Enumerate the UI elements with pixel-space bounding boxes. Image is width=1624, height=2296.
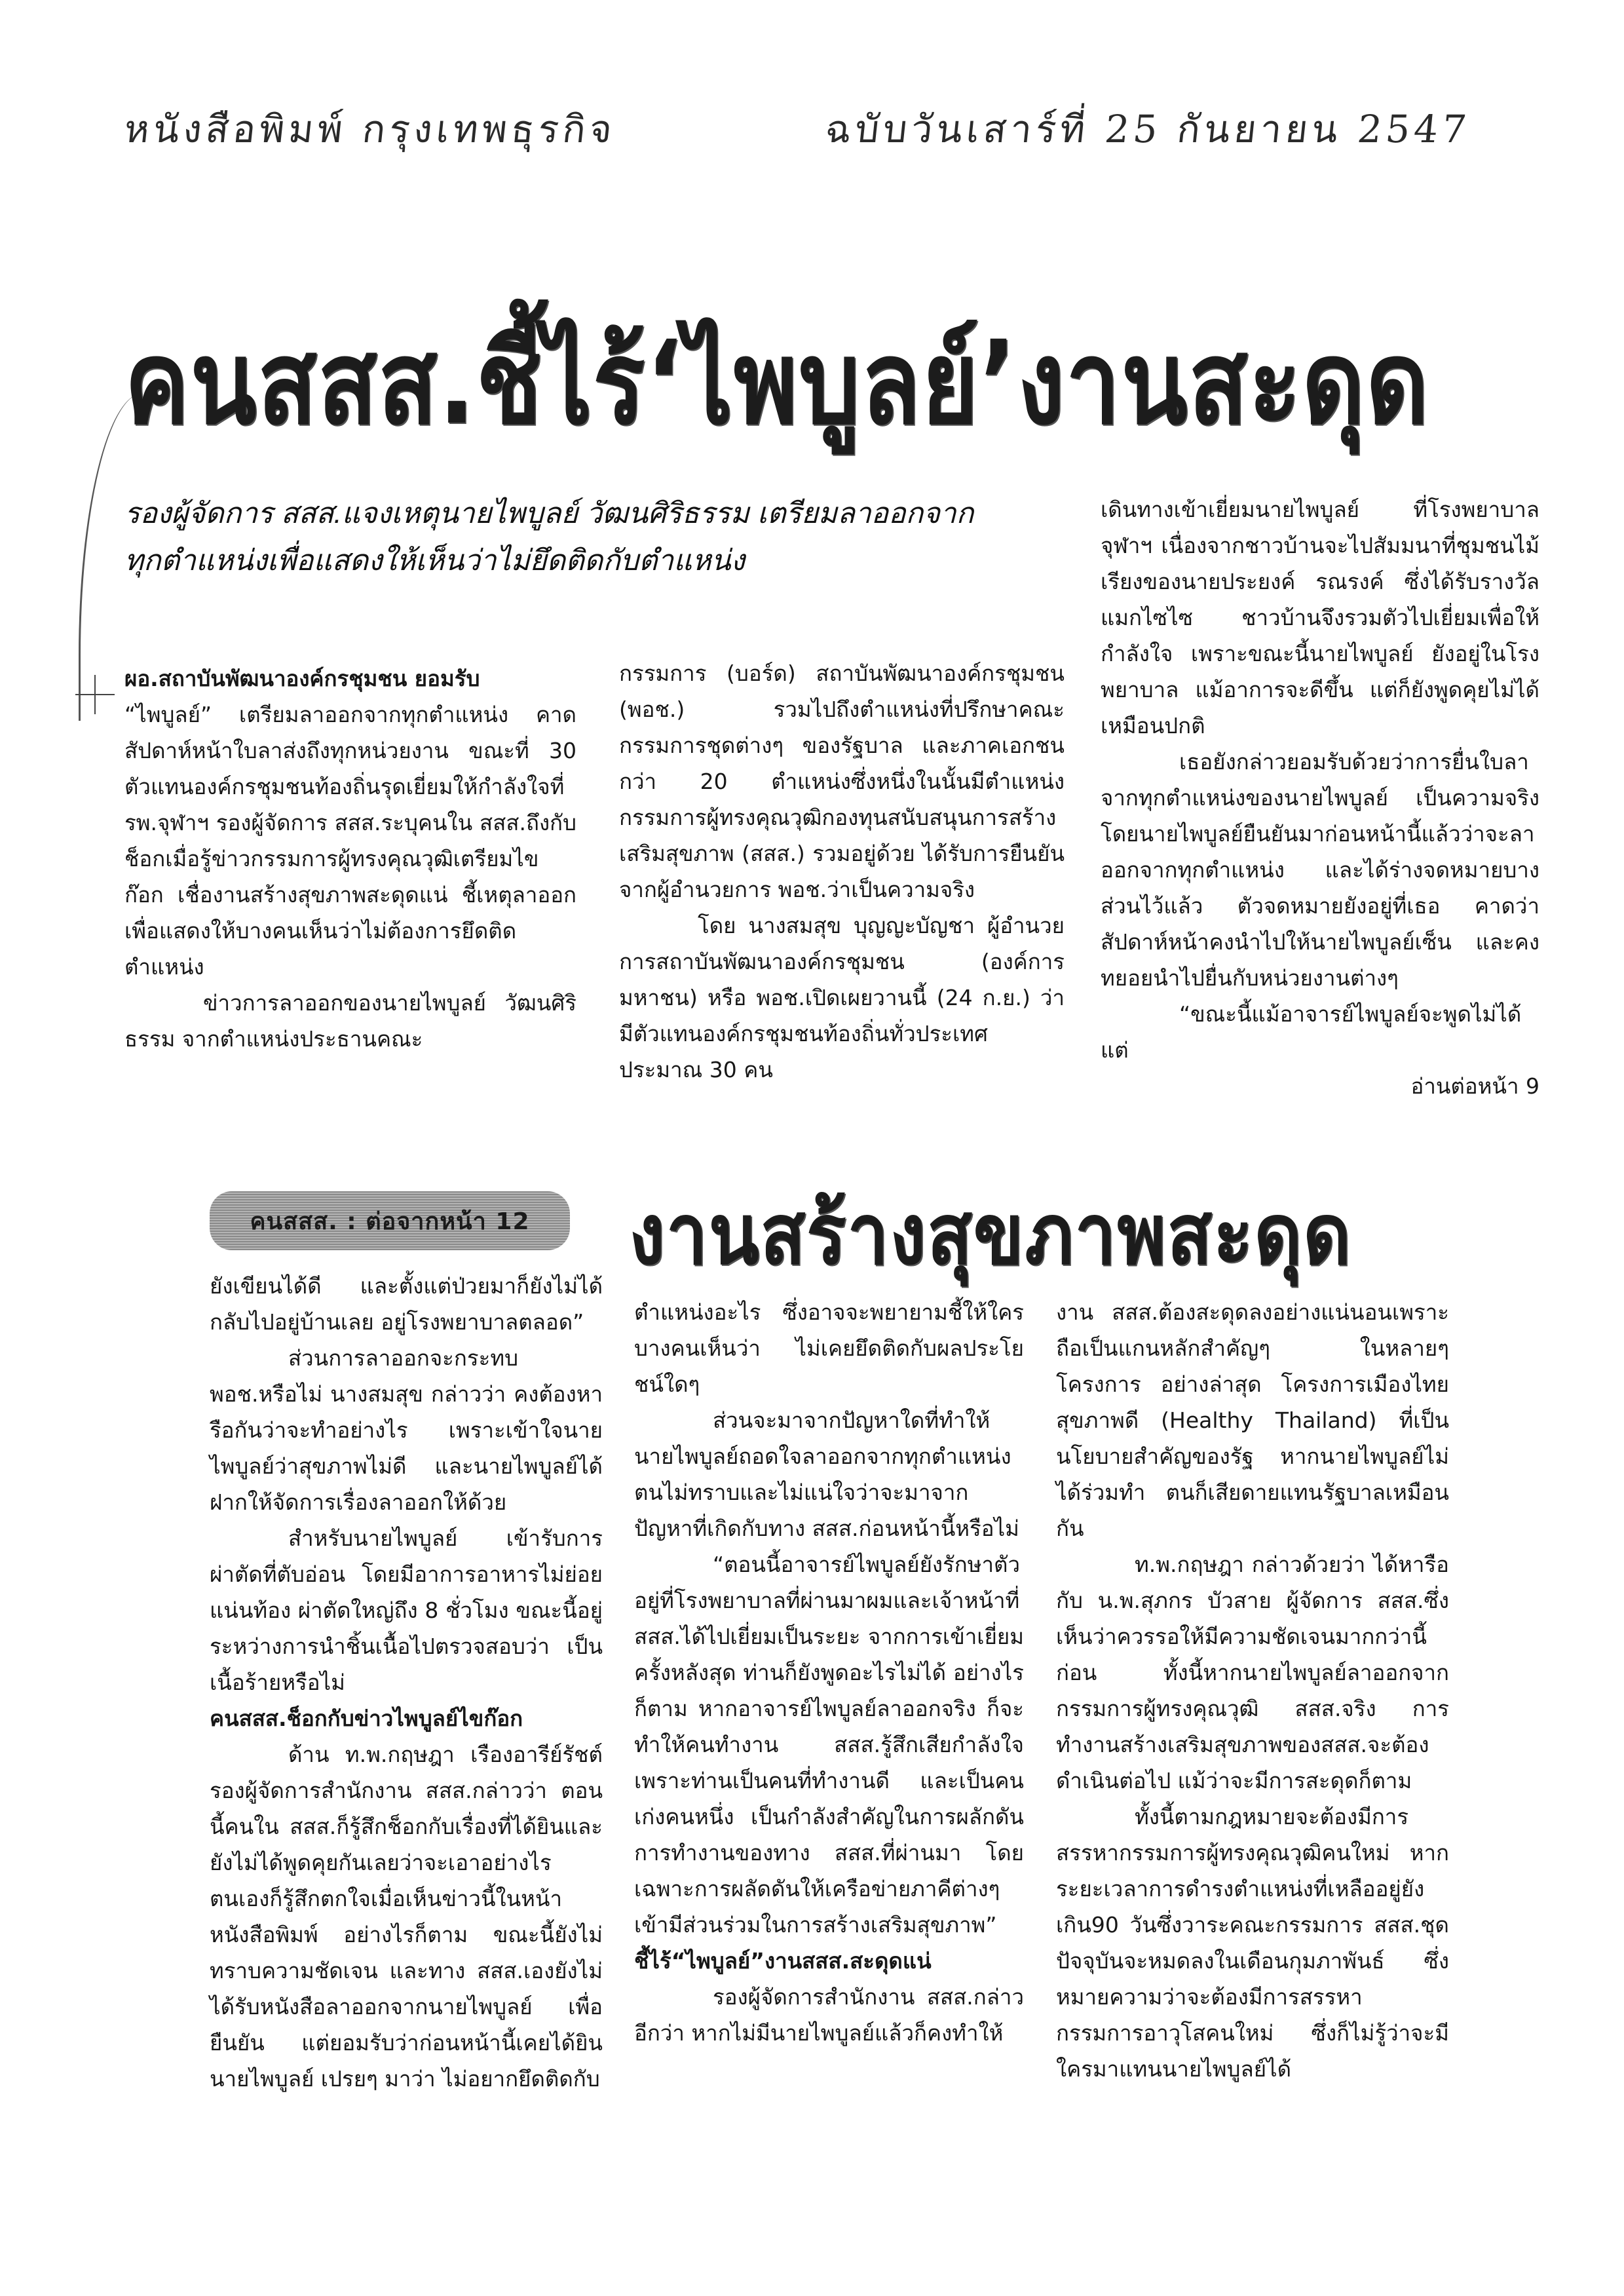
paragraph: เดินทางเข้าเยี่ยมนายไพบูลย์ ที่โรงพยาบาลจุฬาฯ เนื่องจากชาวบ้านจะไปสัมมนาที่ชุมชนไม้เรียงของนายประยงค์ รณรงค์ ซึ่งได้รับรางวัลแมกไซไซ ชาวบ้านจึงรวมตัวไปเยี่ยมเพื่อให้กำลังใจ เพราะขณะนี้นายไพบูลย์ ยังอยู่ในโรงพยาบาล แม้อาการจะดีขึ้น แต่ก็ยังพูดคุยไม่ได้เหมือนปกติ bbox=[1101, 497, 1539, 738]
paragraph: “ตอนนี้อาจารย์ไพบูลย์ยังรักษาตัวอยู่ที่โรงพยาบาลที่ผ่านมาผมและเจ้าหน้าที่ สสส.ได้ไปเยี่ยมเป็นระยะ จากการเข้าเยี่ยมครั้งหลังสุด ท่านก็ยังพูดอะไรไม่ได้ อย่างไรก็ตาม หากอาจารย์ไพบูลย์ลาออกจริง ก็จะทำให้คนทำงาน สสส.รู้สึกเสียกำลังใจ เพราะท่านเป็นคนที่ทำงานดี และเป็นคนเก่งคนหนึ่ง เป็นกำลังสำคัญในการผลักดันการทำงานของทาง สสส.ที่ผ่านมา โดยเฉพาะการผลัดดันให้เครือข่ายภาคีต่างๆ เข้ามีส่วนร่วมในการสร้างเสริมสุขภาพ” bbox=[634, 1552, 1024, 1938]
continued-from-banner: คนสสส. : ต่อจากหน้า 12 bbox=[210, 1191, 570, 1250]
story1-column-2 bbox=[619, 655, 1065, 1088]
publication-name: หนังสือพิมพ์ กรุงเทพธุรกิจ bbox=[122, 107, 618, 151]
story1-column-3 bbox=[1101, 491, 1539, 1104]
paragraph: ยังเขียนได้ดี และตั้งแต่ป่วยมาก็ยังไม่ได้กลับไปอยู่บ้านเลย อยู่โรงพยาบาลตลอด” bbox=[210, 1273, 603, 1335]
deck-line-2: ทุกตำแหน่งเพื่อแสดงให้เห็นว่าไม่ยึดติดกับตำแหน่ง bbox=[124, 545, 746, 577]
paragraph: ด้าน ท.พ.กฤษฎา เรืองอารีย์รัชต์ รองผู้จัดการสำนักงาน สสส.กล่าวว่า ตอนนี้คนใน สสส.ก็รู้สึกช็อกกับเรื่องที่ได้ยินและยังไม่ได้พูดคุยกันเลยว่าจะเอาอย่างไร ตนเองก็รู้สึกตกใจเมื่อเห็นข่าวนี้ในหน้าหนังสือพิมพ์ อย่างไรก็ตาม ขณะนี้ยังไม่ทราบความชัดเจน และทาง สสส.เองยังไม่ได้รับหนังสือลาออกจากนายไพบูลย์ เพื่อยืนยัน แต่ยอมรับว่าก่อนหน้านี้เคยได้ยินนายไพบูลย์ เปรยๆ มาว่า ไม่อยากยึดติดกับ bbox=[210, 1742, 603, 2092]
paragraph: “ไพบูลย์” เตรียมลาออกจากทุกตำแหน่ง คาดสัปดาห์หน้าใบลาส่งถึงทุกหน่วยงาน ขณะที่ 30 ตัวแทนองค์กรชุมชนท้องถิ่นรุดเยี่ยมให้กำลังใจที่ รพ.จุฬาฯ รองผู้จัดการ สสส.ระบุคนใน สสส.ถึงกับช็อกเมื่อรู้ข่าวกรรมการผู้ทรงคุณวุฒิเตรียมไขก๊อก เชื่องานสร้างสุขภาพสะดุดแน่ ชี้เหตุลาออกเพื่อแสดงให้บางคนเห็นว่าไม่ต้องการยึดติดตำแหน่ง bbox=[124, 702, 576, 980]
story1-lead: ผอ.สถาบันพัฒนาองค์กรชุมชน ยอมรับ bbox=[124, 666, 480, 691]
paragraph: สำหรับนายไพบูลย์ เข้ารับการผ่าตัดที่ตับอ่อน โดยมีอาการอาหารไม่ย่อย แน่นท้อง ผ่าตัดใหญ่ถึง 8 ชั่วโมง ขณะนี้อยู่ระหว่างการนำชิ้นเนื้อไปตรวจสอบว่า เป็นเนื้อร้ายหรือไม่ bbox=[210, 1525, 603, 1695]
paragraph: โดย นางสมสุข บุญญะบัญชา ผู้อำนวยการสถาบันพัฒนาองค์กรชุมชน (องค์การมหาชน) หรือ พอช.เปิดเผยวานนี้ (24 ก.ย.) ว่า มีตัวแทนองค์กรชุมชนท้องถิ่นทั่วประเทศ ประมาณ 30 คน bbox=[619, 913, 1065, 1082]
paragraph: ตำแหน่งอะไร ซึ่งอาจจะพยายามชี้ให้ใครบางคนเห็นว่า ไม่เคยยึดติดกับผลประโยชน์ใดๆ bbox=[634, 1299, 1024, 1397]
story2-column-2 bbox=[634, 1294, 1024, 2051]
subheading: ชี้ไร้“ไพบูลย์”งานสสส.สะดุดแน่ bbox=[634, 1948, 932, 1974]
story1-deck bbox=[124, 490, 1081, 584]
issue-date: ฉบับวันเสาร์ที่ 25 กันยายน 2547 bbox=[823, 107, 1473, 151]
paragraph: ทั้งนี้ตามกฎหมายจะต้องมีการสรรหากรรมการผู้ทรงคุณวุฒิคนใหม่ หากระยะเวลาการดำรงตำแหน่งที่เหลืออยู่ยังเกิน90 วันซึ่งวาระคณะกรรมการ สสส.ชุดปัจจุบันจะหมดลงในเดือนกุมภาพันธ์ ซึ่งหมายความว่าจะต้องมีการสรรหากรรมการอาวุโสคนใหม่ ซึ่งก็ไม่รู้ว่าจะมีใครมาแทนนายไพบูลย์ได้ bbox=[1056, 1804, 1449, 2082]
paragraph: “ขณะนี้แม้อาจารย์ไพบูลย์จะพูดไม่ได้ แต่ bbox=[1101, 1001, 1522, 1063]
subheading: คนสสส.ช็อกกับข่าวไพบูลย์ไขก๊อก bbox=[210, 1706, 523, 1731]
deck-line-1: รองผู้จัดการ สสส.แจงเหตุนายไพบูลย์ วัฒนศิริธรรม เตรียมลาออกจาก bbox=[124, 497, 974, 529]
paragraph: รองผู้จัดการสำนักงาน สสส.กล่าวอีกว่า หากไม่มีนายไพบูลย์แล้วก็คงทำให้ bbox=[634, 1984, 1024, 2046]
paragraph: ท.พ.กฤษฎา กล่าวด้วยว่า ได้หารือกับ น.พ.สุภกร บัวสาย ผู้จัดการ สสส.ซึ่งเห็นว่าควรรอให้มีความชัดเจนมากกว่านี้ก่อน ทั้งนี้หากนายไพบูลย์ลาออกจากกรรมการผู้ทรงคุณวุฒิ สสส.จริง การทำงานสร้างเสริมสุขภาพของสสส.จะต้องดำเนินต่อไป แม้ว่าจะมีการสะดุดก็ตาม bbox=[1056, 1552, 1449, 1793]
paragraph: ข่าวการลาออกของนายไพบูลย์ วัฒนศิริธรรม จากตำแหน่งประธานคณะ bbox=[124, 990, 576, 1052]
story2-headline: งานสร้างสุขภาพสะดุด bbox=[629, 1186, 1352, 1284]
paragraph: ส่วนการลาออกจะกระทบ พอช.หรือไม่ นางสมสุข กล่าวว่า คงต้องหารือกันว่าจะทำอย่างไร เพราะเข้าใจนายไพบูลย์ว่าสุขภาพไม่ดี และนายไพบูลย์ได้ฝากให้จัดการเรื่องลาออกให้ด้วย bbox=[210, 1345, 603, 1515]
paragraph: งาน สสส.ต้องสะดุดลงอย่างแน่นอนเพราะถือเป็นแกนหลักสำคัญๆ ในหลายๆ โครงการ อย่างล่าสุด โครงการเมืองไทยสุขภาพดี (Healthy Thailand) ที่เป็นนโยบายสำคัญของรัฐ หากนายไพบูลย์ไม่ได้ร่วมทำ ตนก็เสียดายแทนรัฐบาลเหมือนกัน bbox=[1056, 1299, 1449, 1541]
story2-column-3 bbox=[1056, 1294, 1449, 2087]
continued-on-page: อ่านต่อหน้า 9 bbox=[1410, 1073, 1539, 1099]
story1-headline: คนสสส.ชี้ไร้‘ไพบูลย์’งานสะดุด bbox=[124, 316, 1430, 450]
story2-column-1 bbox=[210, 1268, 603, 2097]
paragraph: กรรมการ (บอร์ด) สถาบันพัฒนาองค์กรชุมชน (พอช.) รวมไปถึงตำแหน่งที่ปรึกษาคณะกรรมการชุดต่างๆ ของรัฐบาล และภาคเอกชนกว่า 20 ตำแหน่งซึ่งหนึ่งในนั้นมีตำแหน่งกรรมการผู้ทรงคุณวุฒิกองทุนสนับสนุนการสร้างเสริมสุขภาพ (สสส.) รวมอยู่ด้วย ได้รับการยืนยันจากผู้อำนวยการ พอช.ว่าเป็นความจริง bbox=[619, 660, 1065, 902]
story1-column-1 bbox=[124, 660, 576, 1057]
registration-mark-icon bbox=[75, 675, 115, 714]
paragraph: เธอยังกล่าวยอมรับด้วยว่าการยื่นใบลาจากทุกตำแหน่งของนายไพบูลย์ เป็นความจริง โดยนายไพบูลย์ยืนยันมาก่อนหน้านี้แล้วว่าจะลาออกจากทุกตำแหน่ง และได้ร่างจดหมายบางส่วนไว้แล้ว ตัวจดหมายยังอยู่ที่เธอ คาดว่าสัปดาห์หน้าคงนำไปให้นายไพบูลย์เซ็น และคงทยอยนำไปยื่นกับหน่วยงานต่างๆ bbox=[1101, 749, 1539, 991]
paragraph: ส่วนจะมาจากปัญหาใดที่ทำให้นายไพบูลย์ถอดใจลาออกจากทุกตำแหน่ง ตนไม่ทราบและไม่แน่ใจว่าจะมาจากปัญหาที่เกิดกับทาง สสส.ก่อนหน้านี้หรือไม่ bbox=[634, 1407, 1019, 1541]
